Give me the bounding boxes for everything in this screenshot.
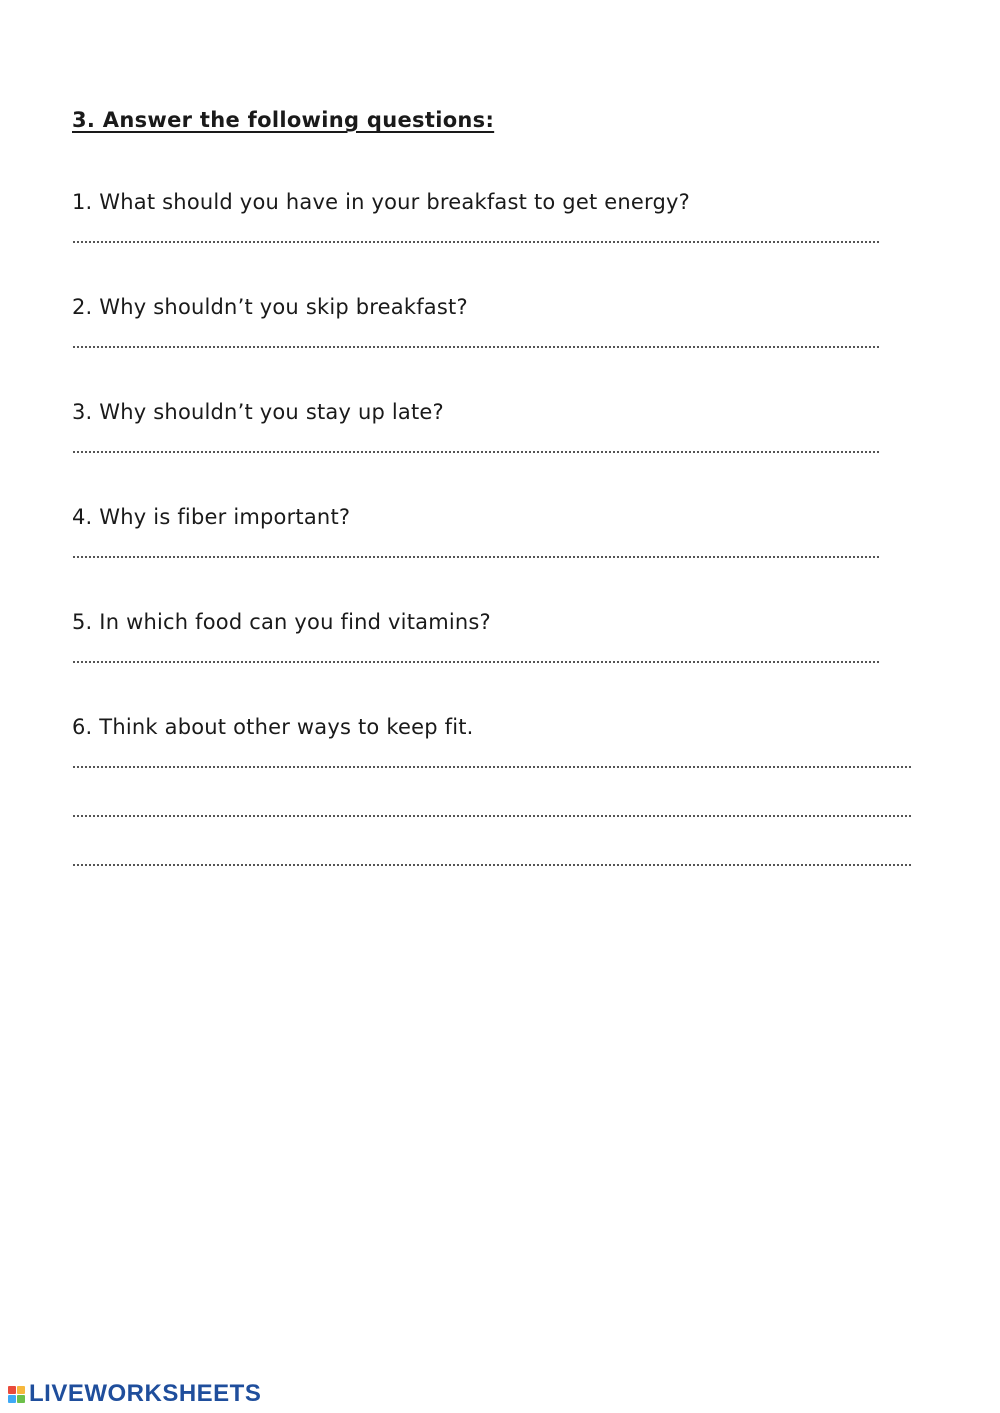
answer-line-6b[interactable] (73, 815, 911, 817)
answer-line-5[interactable] (73, 661, 879, 663)
question-6: 6. Think about other ways to keep fit. (72, 715, 474, 739)
logo-block-blue (8, 1395, 16, 1403)
logo-block-yellow (17, 1386, 25, 1394)
question-5: 5. In which food can you find vitamins? (72, 610, 491, 634)
answer-line-4[interactable] (73, 556, 879, 558)
question-2: 2. Why shouldn’t you skip breakfast? (72, 295, 468, 319)
logo-text: LIVEWORKSHEETS (29, 1380, 262, 1407)
question-1: 1. What should you have in your breakfast to get energy? (72, 190, 690, 214)
logo-blocks-icon (8, 1386, 25, 1403)
question-3: 3. Why shouldn’t you stay up late? (72, 400, 444, 424)
answer-line-6c[interactable] (73, 864, 911, 866)
worksheet-heading: 3. Answer the following questions: (72, 108, 495, 132)
answer-line-6a[interactable] (73, 766, 911, 768)
question-4: 4. Why is fiber important? (72, 505, 351, 529)
logo-block-red (8, 1386, 16, 1394)
liveworksheets-logo (8, 1380, 261, 1408)
logo-block-green (17, 1395, 25, 1403)
answer-line-3[interactable] (73, 451, 879, 453)
answer-line-1[interactable] (73, 241, 879, 243)
answer-line-2[interactable] (73, 346, 879, 348)
